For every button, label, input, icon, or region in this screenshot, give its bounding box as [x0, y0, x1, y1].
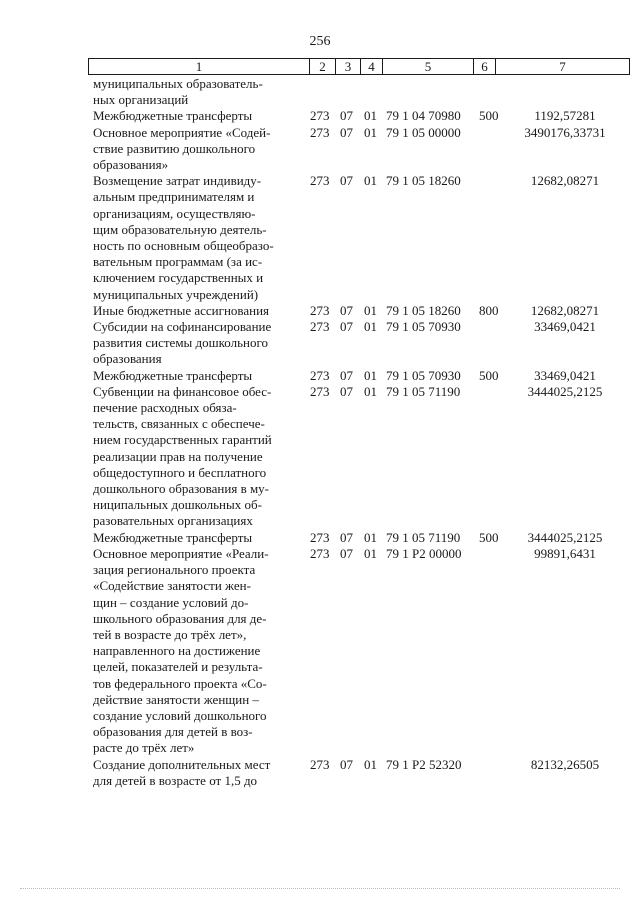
- cell-sum: 33469,0421: [534, 367, 596, 383]
- table-row: [0, 384, 640, 530]
- row-description: Создание дополнительных мест для детей в возрасте от 1,5 до: [93, 756, 271, 788]
- cell-sum: 12682,08271: [530, 173, 600, 189]
- cell-rz: 07: [340, 367, 353, 383]
- cell-pr: 01: [364, 108, 377, 124]
- cell-sum: 12682,08271: [530, 302, 600, 318]
- cell-csr: 79 1 05 18260: [386, 302, 461, 318]
- page-number: 256: [309, 34, 331, 49]
- cell-ved: 273: [310, 173, 330, 189]
- row-description: Межбюджетные трансферты: [93, 529, 253, 545]
- cell-rz: 07: [340, 545, 353, 561]
- cell-ved: 273: [310, 124, 330, 140]
- table-row: [0, 319, 640, 368]
- row-description: Субсидии на софинансирование развития системы дошкольного образования: [93, 319, 272, 367]
- cell-rz: 07: [340, 124, 353, 140]
- cell-pr: 01: [364, 529, 377, 545]
- table-row: [0, 757, 640, 789]
- cell-pr: 01: [364, 383, 377, 399]
- cell-ved: 273: [310, 319, 330, 335]
- cell-ved: 273: [310, 545, 330, 561]
- cell-csr: 79 1 05 71190: [386, 529, 461, 545]
- header-col-7: 7: [559, 59, 566, 74]
- cell-pr: 01: [364, 756, 377, 772]
- cell-vr: 500: [479, 529, 499, 545]
- cell-pr: 01: [364, 124, 377, 140]
- row-description: муниципальных образователь- ных организаций: [93, 76, 263, 108]
- cell-sum: 99891,6431: [534, 545, 596, 561]
- cell-pr: 01: [364, 173, 377, 189]
- row-description: Возмещение затрат индивиду- альным предпринимателям и организациям, осуществляю- щим образовательную деятель- ность по основным общеобразо- вательным программам (за ис- ключением государственных и муниципальных учреждений): [93, 173, 274, 302]
- table-row: [0, 76, 640, 108]
- cell-sum: 82132,26505: [530, 756, 600, 772]
- cell-sum: 33469,0421: [534, 319, 596, 335]
- cell-rz: 07: [340, 319, 353, 335]
- cell-ved: 273: [310, 302, 330, 318]
- cell-sum: 3444025,2125: [527, 529, 603, 545]
- table-row: [0, 125, 640, 174]
- cell-rz: 07: [340, 529, 353, 545]
- cell-csr: 79 1 05 00000: [386, 124, 461, 140]
- cell-pr: 01: [364, 545, 377, 561]
- cell-pr: 01: [364, 302, 377, 318]
- cell-sum: 3490176,33731: [524, 124, 606, 140]
- cell-rz: 07: [340, 302, 353, 318]
- table-row: [0, 368, 640, 384]
- row-description: Основное мероприятие «Содей- ствие развитию дошкольного образования»: [93, 124, 271, 173]
- row-description: Основное мероприятие «Реали- зация регионального проекта «Содействие занятости жен- щин – создание условий до- школьного образования для де- тей в возрасте до трёх лет», направленного на достижение целей, показателей и результа- тов федерального проекта «Со- действие занятости женщин – создание условий дошкольного образования для детей в воз- расте до трёх лет»: [93, 545, 269, 756]
- cell-ved: 273: [310, 367, 330, 383]
- cell-rz: 07: [340, 173, 353, 189]
- row-description: Иные бюджетные ассигнования: [93, 302, 270, 318]
- cell-csr: 79 1 P2 00000: [386, 545, 462, 561]
- cell-ved: 273: [310, 383, 330, 399]
- table-row: [0, 173, 640, 303]
- table-row: [0, 303, 640, 319]
- cell-pr: 01: [364, 367, 377, 383]
- cell-pr: 01: [364, 319, 377, 335]
- cell-vr: 500: [479, 108, 499, 124]
- header-col-5: 5: [383, 59, 474, 74]
- cell-rz: 07: [340, 108, 353, 124]
- cell-sum: 1192,57281: [534, 108, 596, 124]
- header-col-2: 2: [310, 59, 336, 74]
- cell-sum: 3444025,2125: [527, 383, 603, 399]
- cell-ved: 273: [310, 756, 330, 772]
- header-col-6: 6: [474, 59, 496, 74]
- header-col-3: 3: [336, 59, 361, 74]
- cell-csr: 79 1 05 18260: [386, 173, 461, 189]
- row-description: Межбюджетные трансферты: [93, 367, 253, 383]
- row-description: Субвенции на финансовое обес- печение расходных обяза- тельств, связанных с обеспече- нием государственных гарантий реализации прав на получение общедоступного и бесплатного дошкольного образования в му- ниципальных дошкольных об- разовательных организациях: [93, 383, 272, 529]
- header-col-4: 4: [361, 59, 383, 74]
- cell-csr: 79 1 05 70930: [386, 367, 461, 383]
- cell-csr: 79 1 P2 52320: [386, 756, 462, 772]
- cell-vr: 500: [479, 367, 499, 383]
- cell-csr: 79 1 05 70930: [386, 319, 461, 335]
- row-description: Межбюджетные трансферты: [93, 108, 253, 124]
- table-row: [0, 530, 640, 546]
- cell-csr: 79 1 05 71190: [386, 383, 461, 399]
- table-body: [0, 76, 640, 789]
- header-col-1: 1: [89, 59, 310, 74]
- cell-csr: 79 1 04 70980: [386, 108, 461, 124]
- table-header: [88, 58, 630, 75]
- cell-rz: 07: [340, 383, 353, 399]
- scan-edge-line: [20, 888, 620, 889]
- cell-ved: 273: [310, 529, 330, 545]
- cell-rz: 07: [340, 756, 353, 772]
- cell-vr: 800: [479, 302, 499, 318]
- cell-ved: 273: [310, 108, 330, 124]
- table-row: [0, 546, 640, 757]
- table-row: [0, 108, 640, 124]
